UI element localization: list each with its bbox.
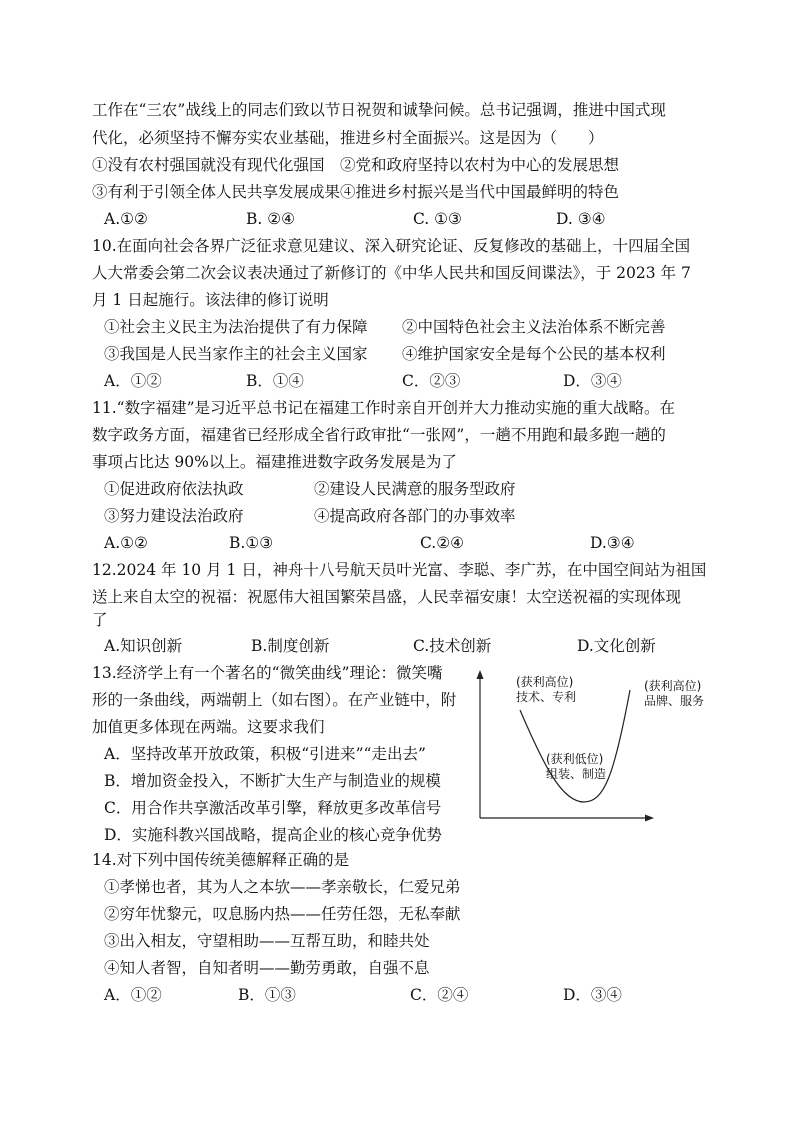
left-high-desc: 技术、专利 bbox=[516, 690, 577, 704]
q14-option-d: D．③④ bbox=[563, 986, 622, 1004]
q13-option-d: D．实施科教兴国战略，提高企业的核心竞争优势 bbox=[104, 826, 442, 844]
q12-option-d: D.文化创新 bbox=[577, 637, 656, 655]
q11-stem-line-2: 数字政务方面，福建省已经形成全省行政审批“一张网”，一趟不用跑和最多跑一趟的 bbox=[92, 426, 666, 444]
q14-stem: 14.对下列中国传统美德解释正确的是 bbox=[92, 851, 350, 869]
q14-statement-2: ②穷年忧黎元，叹息肠内热——任劳任怨，无私奉献 bbox=[104, 905, 461, 923]
q11-statement-2: ②建设人民满意的服务型政府 bbox=[314, 480, 516, 498]
q13-option-c: C．用合作共享激活改革引擎，释放更多改革信号 bbox=[104, 799, 442, 817]
left-high-label: (获利高位) bbox=[516, 675, 574, 689]
x-axis-arrow bbox=[645, 815, 654, 822]
q10-statement-2: ②中国特色社会主义法治体系不断完善 bbox=[402, 318, 666, 336]
q13-stem-line-1: 13.经济学上有一个著名的“微笑曲线”理论：微笑嘴 bbox=[92, 664, 443, 682]
q13-stem-line-3: 加值更多体现在两端。这要求我们 bbox=[92, 718, 325, 736]
q11-stem-line-3: 事项占比达 90%以上。福建推进数字政务发展是为了 bbox=[92, 453, 457, 471]
q9-option-b: B. ②④ bbox=[246, 210, 296, 228]
q9-statement-2: ③有利于引领全体人民共享发展成果④推进乡村振兴是当代中国最鲜明的特色 bbox=[92, 183, 620, 201]
y-axis-arrow bbox=[477, 670, 484, 679]
q14-option-b: B．①③ bbox=[238, 986, 296, 1004]
q11-stem-line-1: 11.“数字福建”是习近平总书记在福建工作时亲自开创并大力推动实施的重大战略。在 bbox=[92, 399, 676, 417]
q13-option-b: B．增加资金投入，不断扩大生产与制造业的规模 bbox=[104, 772, 441, 790]
q10-statement-4: ④维护国家安全是每个公民的基本权利 bbox=[402, 345, 666, 363]
q12-stem-line-1: 12.2024 年 10 月 1 日，神舟十八号航天员叶光富、李聪、李广苏，在中国空间站为祖国 bbox=[92, 561, 707, 579]
q12-stem-line-3: 了 bbox=[92, 611, 108, 629]
q9-statement-1: ①没有农村强国就没有现代化强国 ②党和政府坚持以农村为中心的发展思想 bbox=[92, 156, 620, 174]
q14-statement-3: ③出入相友，守望相助——互帮互助，和睦共处 bbox=[104, 932, 430, 950]
q13-stem-line-2: 形的一条曲线，两端朝上（如右图）。在产业链中，附 bbox=[92, 691, 457, 709]
q12-option-a: A.知识创新 bbox=[104, 637, 183, 655]
q10-stem-line-3: 月 1 日起施行。该法律的修订说明 bbox=[92, 291, 329, 309]
q11-statement-1: ①促进政府依法执政 bbox=[104, 480, 244, 498]
right-high-desc: 品牌、服务 bbox=[644, 694, 705, 708]
q10-option-b: B．①④ bbox=[246, 372, 304, 390]
q11-statement-3: ③努力建设法治政府 bbox=[104, 507, 244, 525]
q9-option-c: C. ①③ bbox=[413, 210, 462, 228]
right-high-label: (获利高位) bbox=[644, 679, 702, 693]
q12-option-b: B.制度创新 bbox=[251, 637, 330, 655]
q9-option-d: D. ③④ bbox=[556, 210, 606, 228]
q14-option-c: C．②④ bbox=[410, 986, 469, 1004]
low-label: (获利低位) bbox=[546, 752, 604, 766]
q9-stem-line-2: 代化，必须坚持不懈夯实农业基础，推进乡村全面振兴。这是因为（ ） bbox=[92, 129, 604, 147]
q11-option-c: C.②④ bbox=[420, 534, 465, 552]
low-desc: 组装、制造 bbox=[546, 767, 607, 781]
q10-option-a: A．①② bbox=[104, 372, 162, 390]
q14-statement-1: ①孝悌也者，其为人之本欤——孝亲敬长，仁爱兄弟 bbox=[104, 878, 461, 896]
q14-statement-4: ④知人者智，自知者明——勤劳勇敢，自强不息 bbox=[104, 959, 430, 977]
q11-option-d: D.③④ bbox=[590, 534, 635, 552]
q10-statement-1: ①社会主义民主为法治提供了有力保障 bbox=[104, 318, 368, 336]
q10-statement-3: ③我国是人民当家作主的社会主义国家 bbox=[104, 345, 368, 363]
q9-stem-line-1: 工作在“三农”战线上的同志们致以节日祝贺和诚挚问候。总书记强调，推进中国式现 bbox=[92, 101, 666, 119]
q12-option-c: C.技术创新 bbox=[413, 637, 492, 655]
smile-curve bbox=[520, 690, 630, 802]
q11-option-b: B.①③ bbox=[229, 534, 274, 552]
q9-option-a: A.①② bbox=[104, 210, 148, 228]
q11-statement-4: ④提高政府各部门的办事效率 bbox=[314, 507, 516, 525]
q10-stem-line-2: 人大常委会第二次会议表决通过了新修订的《中华人民共和国反间谍法》，于 2023 年 7 bbox=[92, 264, 691, 282]
q10-option-c: C．②③ bbox=[402, 372, 461, 390]
q10-option-d: D．③④ bbox=[563, 372, 622, 390]
q12-stem-line-2: 送上来自太空的祝福：祝愿伟大祖国繁荣昌盛，人民幸福安康！太空送祝福的实现体现 bbox=[92, 588, 682, 606]
q13-option-a: A．坚持改革开放政策，积极“引进来”“走出去” bbox=[104, 745, 426, 763]
q14-option-a: A．①② bbox=[104, 986, 162, 1004]
smile-curve-diagram bbox=[474, 666, 720, 826]
q11-option-a: A.①② bbox=[104, 534, 148, 552]
q10-stem-line-1: 10.在面向社会各界广泛征求意见建议、深入研究论证、反复修改的基础上，十四届全国 bbox=[92, 237, 691, 255]
